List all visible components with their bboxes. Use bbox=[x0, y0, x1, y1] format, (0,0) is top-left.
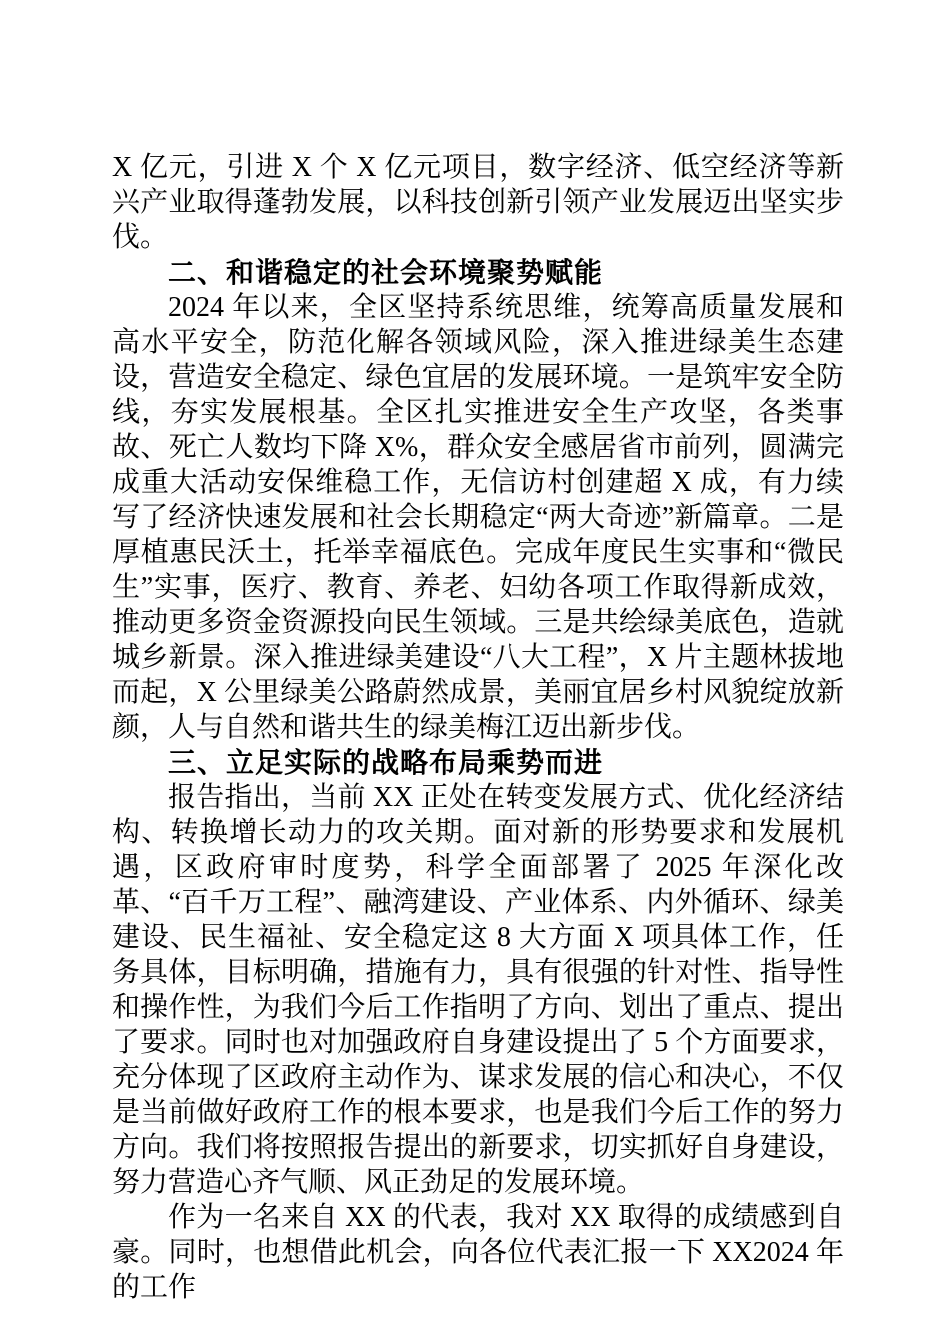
section-heading-3: 三、立足实际的战略布局乘势而进 bbox=[168, 747, 604, 778]
paragraph-closing: 作为一名来自 XX 的代表，我对 XX 取得的成绩感到自豪。同时，也想借此机会，向各位代表汇报一下 XX2024 年的工作 bbox=[112, 1202, 844, 1303]
paragraph-section-3-body: 报告指出，当前 XX 正处在转变发展方式、优化经济结构、转换增长动力的攻关期。面对新的形势要求和发展机遇，区政府审时度势，科学全面部署了 2025 年深化改革、“百千万工程”、融湾建设、产业体系、内外循环、绿美建设、民生福祉、安全稳定这 8 大方面 X 项具体工作，任务具体，目标明确，措施有力，具有很强的针对性、指导性和操作性，为我们今后工作指明了方向、划出了重点、提出了要求。同时也对加强政府自身建设提出了 5 个方面要求，充分体现了区政府主动作为、谋求发展的信心和决心，不仅是当前做好政府工作的根本要求，也是我们今后工作的努力方向。我们将按照报告提出的新要求，切实抓好自身建设，努力营造心齐气顺、风正劲足的发展环境。 bbox=[112, 782, 844, 1198]
paragraph-continuation: X 亿元，引进 X 个 X 亿元项目，数字经济、低空经济等新兴产业取得蓬勃发展，以科技创新引领产业发展迈出坚实步伐。 bbox=[112, 152, 844, 253]
paragraph-section-2-body: 2024 年以来，全区坚持系统思维，统筹高质量发展和高水平安全，防范化解各领域风险，深入推进绿美生态建设，营造安全稳定、绿色宜居的发展环境。一是筑牢安全防线，夯实发展根基。全区扎实推进安全生产攻坚，各类事故、死亡人数均下降 X%，群众安全感居省市前列，圆满完成重大活动安保维稳工作，无信访村创建超 X 成，有力续写了经济快速发展和社会长期稳定“两大奇迹”新篇章。二是厚植惠民沃土，托举幸福底色。完成年度民生实事和“微民生”实事，医疗、教育、养老、妇幼各项工作取得新成效，推动更多资金资源投向民生领域。三是共绘绿美底色，造就城乡新景。深入推进绿美建设“八大工程”，X 片主题林拔地而起，X 公里绿美公路蔚然成景，美丽宜居乡村风貌绽放新颜，人与自然和谐共生的绿美梅江迈出新步伐。 bbox=[112, 292, 844, 743]
section-heading-2: 二、和谐稳定的社会环境聚势赋能 bbox=[168, 257, 604, 288]
